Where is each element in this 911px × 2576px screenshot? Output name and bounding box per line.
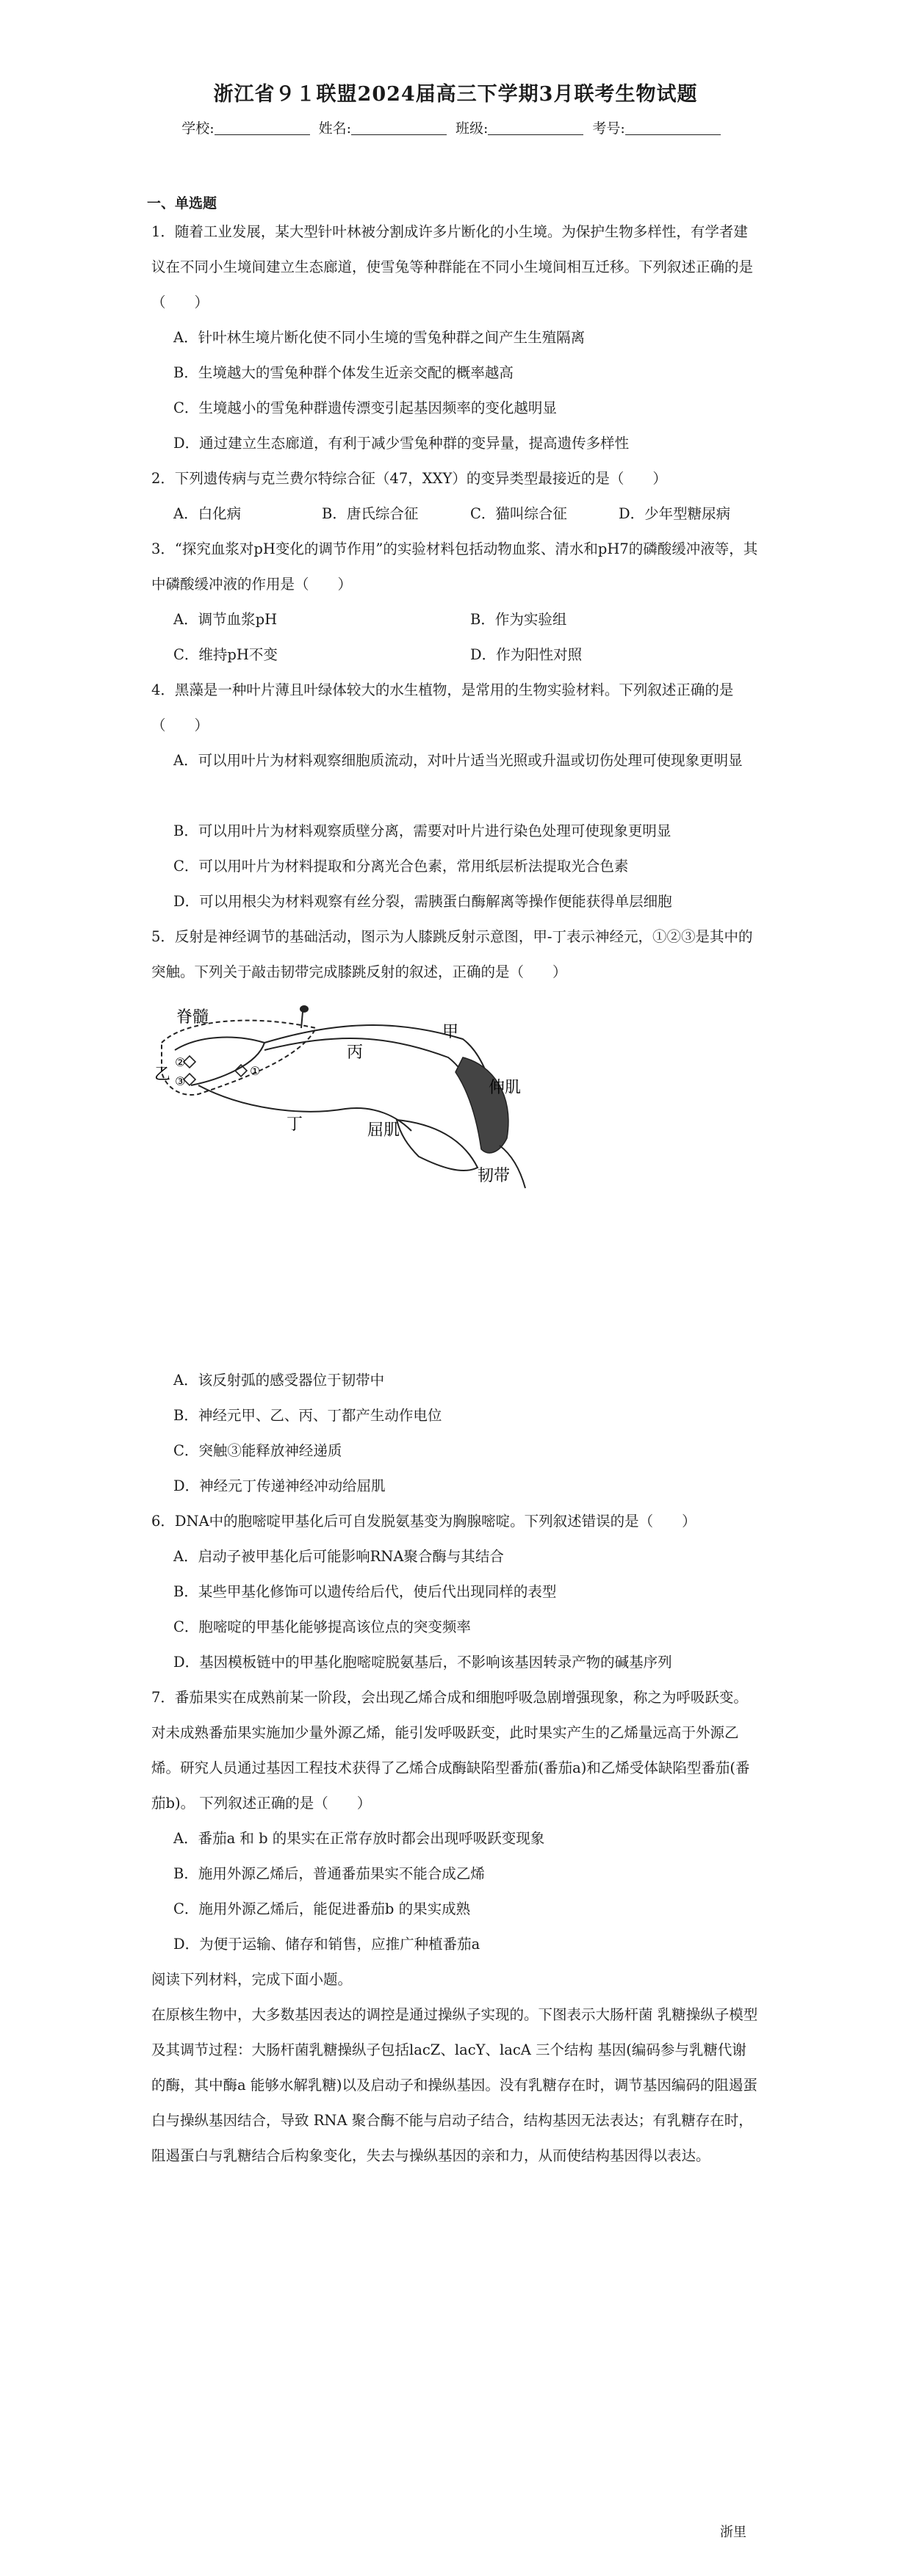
q1-option-c[interactable]: C．生境越小的雪兔种群遗传漂变引起基因频率的变化越明显: [173, 399, 557, 416]
q1-option-a[interactable]: A．针叶林生境片断化使不同小生境的雪兔种群之间产生生殖隔离: [173, 329, 586, 346]
school-label: 学校:: [181, 120, 215, 137]
page-footer: 浙里: [720, 2525, 746, 2540]
q1-stem: 1．随着工业发展，某大型针叶林被分割成许多片断化的小生境。为保护生物多样性，有学者建议在不同小生境间建立生态廊道，使雪兔等种群能在不同小生境间相互迁移。下列叙述正确的是（ ）: [151, 223, 754, 311]
neuron-bing-path: [264, 1038, 478, 1101]
q6-option-d[interactable]: D．基因模板链中的甲基化胞嘧啶脱氨基后，不影响该基因转录产物的碱基序列: [173, 1654, 672, 1671]
exam-no-blank[interactable]: [625, 121, 721, 135]
synapse-3-mark: [184, 1074, 195, 1085]
q2-option-c[interactable]: C．猫叫综合征: [470, 505, 567, 522]
q4-option-d[interactable]: D．可以用根尖为材料观察有丝分裂，需胰蛋白酶解离等操作便能获得单层细胞: [173, 893, 672, 910]
exam-no-label: 考号:: [592, 120, 625, 137]
q4-option-b[interactable]: B．可以用叶片为材料观察质壁分离，需要对叶片进行染色处理可使现象更明显: [173, 822, 671, 839]
label-synapse-1: ①: [250, 1064, 261, 1078]
gray-matter: [175, 1038, 264, 1085]
receptor-dot: [300, 1005, 309, 1013]
q7-option-a[interactable]: A．番茄a 和 b 的果实在正常存放时都会出现呼吸跃变现象: [173, 1830, 545, 1847]
section-heading: 一、单选题: [147, 195, 217, 211]
q6-stem: 6．DNA中的胞嘧啶甲基化后可自发脱氨基变为胸腺嘧啶。下列叙述错误的是（ ）: [151, 1513, 696, 1530]
q2-option-d[interactable]: D．少年型糖尿病: [619, 505, 731, 522]
extensor-muscle: [455, 1057, 508, 1153]
q6-option-b[interactable]: B．某些甲基化修饰可以遗传给后代，使后代出现同样的表型: [173, 1583, 557, 1600]
student-info-line: [0, 117, 911, 137]
q4-stem: 4．黑藻是一种叶片薄且叶绿体较大的水生植物，是常用的生物实验材料。下列叙述正确的是（ ）: [151, 681, 734, 734]
q1-option-d[interactable]: D．通过建立生态廊道，有利于减少雪兔种群的变异量，提高遗传多样性: [173, 435, 630, 452]
q7-option-d[interactable]: D．为便于运输、储存和销售，应推广种植番茄a: [173, 1936, 480, 1953]
q6-option-a[interactable]: A．启动子被甲基化后可能影响RNA聚合酶与其结合: [173, 1548, 504, 1565]
q5-option-b[interactable]: B．神经元甲、乙、丙、丁都产生动作电位: [173, 1407, 442, 1424]
nerve-stub: [301, 1012, 303, 1028]
label-synapse-2: ②: [175, 1055, 186, 1069]
q2-stem: 2．下列遗传病与克兰费尔特综合征（47，XXY）的变异类型最接近的是（ ）: [151, 470, 667, 487]
label-jia: 甲: [442, 1023, 459, 1041]
q7-option-c[interactable]: C．施用外源乙烯后，能促进番茄b 的果实成熟: [173, 1900, 471, 1917]
q5-option-d[interactable]: D．神经元丁传递神经冲动给屈肌: [173, 1477, 386, 1494]
q7-option-b[interactable]: B．施用外源乙烯后，普通番茄果实不能合成乙烯: [173, 1865, 485, 1882]
q3-option-b[interactable]: B．作为实验组: [470, 611, 567, 628]
class-label: 班级:: [455, 120, 489, 137]
q3-option-d[interactable]: D．作为阳性对照: [470, 646, 583, 663]
q3-stem: 3．“探究血浆对pH变化的调节作用”的实验材料包括动物血浆、清水和pH7的磷酸缓冲液等，其中磷酸缓冲液的作用是（ ）: [151, 540, 758, 593]
name-label: 姓名:: [318, 120, 351, 137]
q4-option-c[interactable]: C．可以用叶片为材料提取和分离光合色素，常用纸层析法提取光合色素: [173, 858, 629, 875]
q1-option-b[interactable]: B．生境越大的雪兔种群个体发生近亲交配的概率越高: [173, 364, 514, 381]
q5-option-c[interactable]: C．突触③能释放神经递质: [173, 1442, 342, 1459]
class-blank[interactable]: [488, 121, 583, 135]
name-blank[interactable]: [351, 121, 447, 135]
q5-stem: 5．反射是神经调节的基础活动，图示为人膝跳反射示意图，甲-丁表示神经元，①②③是其中的突触。下列关于敲击韧带完成膝跳反射的叙述，正确的是（ ）: [151, 928, 753, 980]
label-ligament: 韧带: [478, 1167, 511, 1185]
knee-jerk-reflex-figure: [154, 999, 536, 1190]
q5-option-a[interactable]: A．该反射弧的感受器位于韧带中: [173, 1372, 385, 1389]
reading-passage: 在原核生物中，大多数基因表达的调控是通过操纵子实现的。下图表示大肠杆菌 乳糖操纵子模型及其调节过程：大肠杆菌乳糖操纵子包括lacZ、lacY、lacA 三个结构 基因(编码参与乳糖代谢的酶，其中酶a 能够水解乳糖)以及启动子和操纵基因。没有乳糖存在时，调节基因编码的阻遏蛋白与操纵基因结合，导致 RNA 聚合酶不能与启动子结合，结构基因无法表达；有乳糖存在时，阻遏蛋白与乳糖结合后构象变化，失去与操纵基因的亲和力，从而使结构基因得以表达。: [151, 2006, 758, 2164]
label-ding: 丁: [287, 1115, 303, 1134]
label-flexor: 屈肌: [367, 1121, 400, 1140]
reading-intro: 阅读下列材料，完成下面小题。: [151, 1971, 353, 1988]
q2-option-a[interactable]: A．白化病: [173, 505, 242, 522]
synapse-2-mark: [184, 1056, 195, 1068]
q2-option-b[interactable]: B．唐氏综合征: [322, 505, 419, 522]
q3-option-a[interactable]: A．调节血浆pH: [173, 611, 278, 628]
label-spinal-cord: 脊髓: [176, 1008, 209, 1027]
label-extensor: 伸肌: [489, 1079, 522, 1097]
exam-title: 浙江省９１联盟2024届高三下学期3月联考生物试题: [213, 83, 698, 106]
q6-option-c[interactable]: C．胞嘧啶的甲基化能够提高该位点的突变频率: [173, 1618, 471, 1635]
label-bing: 丙: [347, 1043, 364, 1062]
label-synapse-3: ③: [175, 1074, 186, 1088]
q4-option-a[interactable]: A．可以用叶片为材料观察细胞质流动，对叶片适当光照或升温或切伤处理可使现象更明显: [173, 752, 743, 769]
q7-stem: 7．番茄果实在成熟前某一阶段，会出现乙烯合成和细胞呼吸急剧增强现象，称之为呼吸跃变。对未成熟番茄果实施加少量外源乙烯，能引发呼吸跃变，此时果实产生的乙烯量远高于外源乙烯。研究人员通过基因工程技术获得了乙烯合成酶缺陷型番茄(番茄a)和乙烯受体缺陷型番茄(番茄b)。 下列叙述正确的是（ ）: [151, 1689, 750, 1812]
q3-option-c[interactable]: C．维持pH不变: [173, 646, 278, 663]
school-blank[interactable]: [215, 121, 310, 135]
label-yi: 乙: [154, 1066, 171, 1084]
